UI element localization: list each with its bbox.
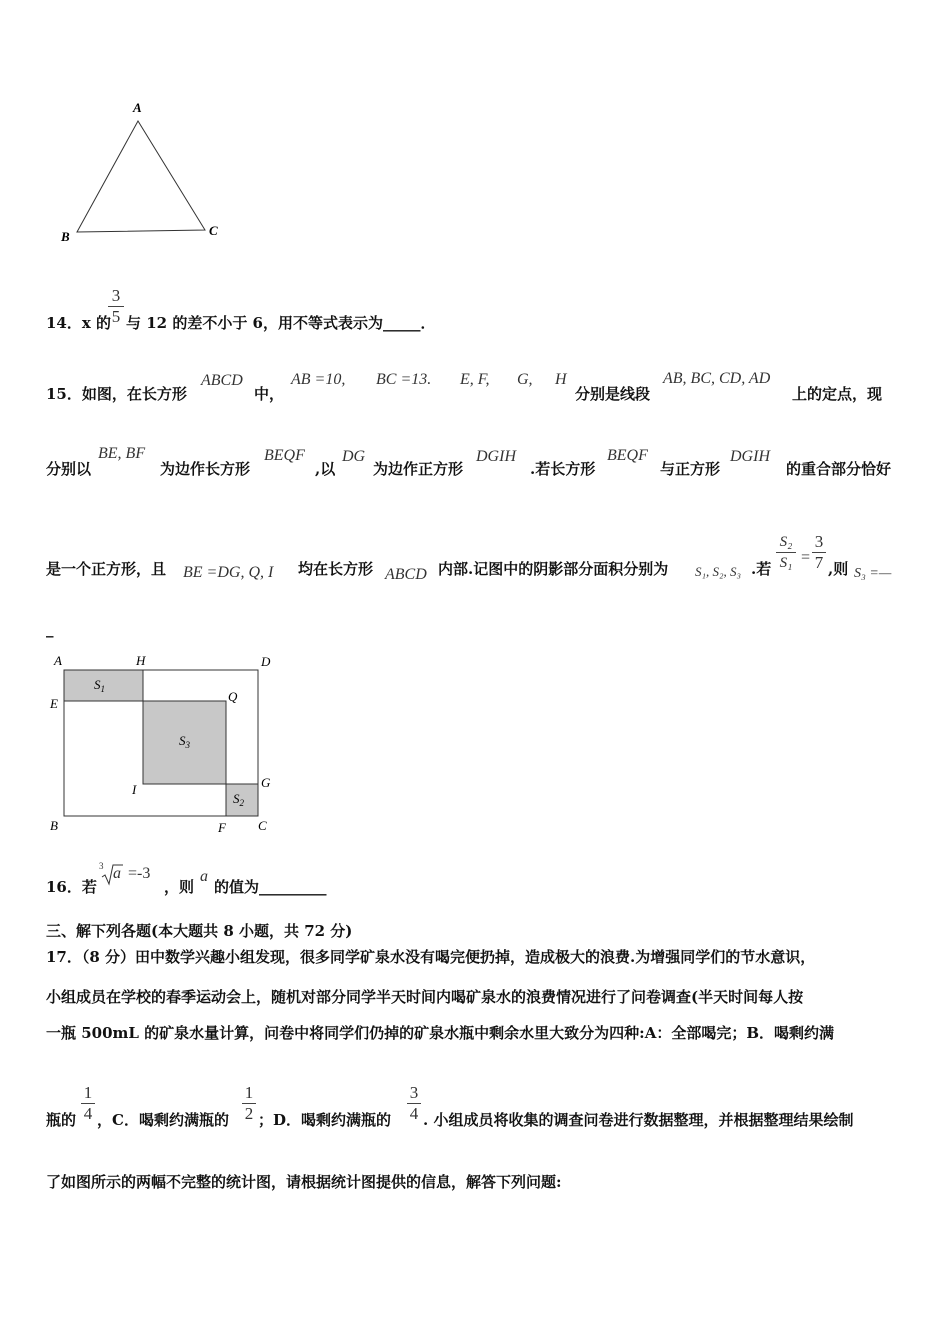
q15-ratio-eq: = xyxy=(800,549,811,566)
vertex-label-a: A xyxy=(133,100,142,115)
q15-ratio-den: S₁ xyxy=(779,555,793,571)
q15-l3-t2: 均在长方形 xyxy=(298,560,374,578)
q17-line-1: 17．（8 分）田中数学兴趣小组发现，很多同学矿泉水没有喝完便扔掉，造成极大的浪费.为增强同学们的节水意识， xyxy=(46,948,816,966)
q15-l2-t3: ,以 xyxy=(315,460,336,478)
q15-l1-m7: AB, BC, CD, AD xyxy=(663,370,771,387)
q15-l2-t7: 的重合部分恰好 xyxy=(786,460,892,478)
q17-line-2: 小组成员在学校的春季运动会上，随机对部分同学半天时间内喝矿泉水的浪费情况进行了问卷调查(半天时间每人按 xyxy=(46,988,804,1006)
q15-l1-t1: 15．如图，在长方形 xyxy=(46,385,187,403)
section-3-title: 三、解下列各题(本大题共 8 小题，共 72 分) xyxy=(46,922,353,940)
q15-l3-t3: 内部.记图中的阴影部分面积分别为 xyxy=(438,560,669,578)
triangle-figure xyxy=(55,95,230,250)
q15-ratio-num: S₂ xyxy=(779,534,793,550)
label-s1: $S_1$ xyxy=(94,677,105,694)
q15-value-den: 7 xyxy=(814,553,824,572)
q15-l3-m2: ABCD xyxy=(385,566,427,583)
vertex-label-b: B xyxy=(61,229,70,244)
triangle-abc xyxy=(77,121,205,232)
label-s3: $S_3$ xyxy=(179,733,190,750)
rectangle-figure xyxy=(44,648,284,840)
label-i: I xyxy=(132,782,137,797)
q16-suffix: 的值为_________ xyxy=(214,878,327,896)
q15-l1-t3: 分别是线段 xyxy=(575,385,651,403)
q15-l2-t1: 分别以 xyxy=(46,460,92,478)
q15-l1-t2: 中， xyxy=(254,385,285,403)
q15-value-num: 3 xyxy=(814,532,824,551)
vertex-label-c: C xyxy=(209,223,218,238)
label-q: Q xyxy=(228,689,238,704)
q15-l3-m1: BE =DG, Q, I xyxy=(183,564,274,581)
q16-prefix: 16．若 xyxy=(46,878,97,896)
q17-frac-2-den: 2 xyxy=(244,1104,254,1123)
q15-l1-m2: AB =10, xyxy=(291,371,346,388)
q15-l1-m1: ABCD xyxy=(201,372,243,389)
q17-l4-t2: ，C．喝剩约满瓶的 xyxy=(97,1111,229,1129)
q17-line-3: 一瓶 500mL 的矿泉水量计算，问卷中将同学们仍掉的矿泉水瓶中剩余水里大致分为四种:A：全部喝完；B．喝剩约满 xyxy=(46,1024,835,1042)
q14-frac-den: 5 xyxy=(111,307,121,326)
q15-l2-m4: DGIH xyxy=(476,448,516,465)
q17-frac-3 xyxy=(407,1083,421,1124)
q17-frac-3-den: 4 xyxy=(409,1104,419,1123)
q15-l2-m5: BEQF xyxy=(607,447,648,464)
q15-l3-m4: S₃ =— xyxy=(854,566,892,581)
q15-l1-t4: 上的定点，现 xyxy=(792,385,883,403)
q17-l4-t1: 瓶的 xyxy=(46,1111,77,1129)
q17-line-5: 了如图所示的两幅不完整的统计图，请根据统计图提供的信息，解答下列问题: xyxy=(46,1173,562,1191)
q17-frac-1 xyxy=(81,1083,95,1124)
q15-l1-m6: H xyxy=(555,371,567,388)
label-d: D xyxy=(261,654,271,669)
q16-radicand: a xyxy=(113,865,121,882)
q17-frac-2 xyxy=(242,1083,256,1124)
q15-value-fraction xyxy=(812,532,826,573)
q15-l2-t4: 为边作正方形 xyxy=(373,460,464,478)
q16-eq: =-3 xyxy=(128,865,151,882)
q15-l1-m3: BC =13. xyxy=(376,371,432,388)
label-h: H xyxy=(136,653,146,668)
q17-frac-2-num: 1 xyxy=(244,1083,254,1102)
q17-frac-3-num: 3 xyxy=(409,1083,419,1102)
q15-l2-t2: 为边作长方形 xyxy=(160,460,251,478)
q15-l2-m1: BE, BF xyxy=(98,445,146,462)
q15-l2-t6: 与正方形 xyxy=(660,460,721,478)
q17-frac-1-den: 4 xyxy=(83,1104,93,1123)
q15-l2-t5: .若长方形 xyxy=(530,460,596,478)
label-b: B xyxy=(50,818,58,833)
q14-suffix: 与 12 的差不小于 6，用不等式表示为_____． xyxy=(126,314,436,332)
q17-l4-t4: . 小组成员将收集的调查问卷进行数据整理，并根据整理结果绘制 xyxy=(423,1111,854,1129)
q15-l1-m4: E, F, xyxy=(460,371,490,388)
q17-frac-1-num: 1 xyxy=(83,1083,93,1102)
label-s2: $S_2$ xyxy=(233,791,244,808)
q15-l3-t5: ,则 xyxy=(828,560,849,578)
q15-l3-t1: 是一个正方形，且 xyxy=(46,560,167,578)
label-f: F xyxy=(218,820,226,835)
q15-ratio-fraction xyxy=(776,532,796,573)
q15-l2-m2: BEQF xyxy=(264,447,305,464)
q15-l3-t4: .若 xyxy=(751,560,772,578)
q16-root-index: 3 xyxy=(99,861,104,871)
q15-l2-m3: DG xyxy=(342,448,366,465)
label-a: A xyxy=(54,653,62,668)
q14-frac-num: 3 xyxy=(111,286,121,305)
q14-prefix: 14．x 的 xyxy=(46,314,112,332)
q16-mid: ，则 xyxy=(164,878,195,896)
q16-var: a xyxy=(200,868,208,885)
label-g: G xyxy=(261,775,271,790)
q15-l2-m6: DGIH xyxy=(730,448,770,465)
label-e: E xyxy=(50,696,58,711)
q15-l3-m3: S₁, S₂, S₃ xyxy=(695,564,742,579)
q15-l1-m5: G, xyxy=(517,371,533,388)
q14-fraction xyxy=(108,286,124,327)
q17-l4-t3: ；D．喝剩约满瓶的 xyxy=(258,1111,392,1129)
label-c: C xyxy=(258,818,267,833)
q15-l3-t6: _ xyxy=(46,620,54,638)
